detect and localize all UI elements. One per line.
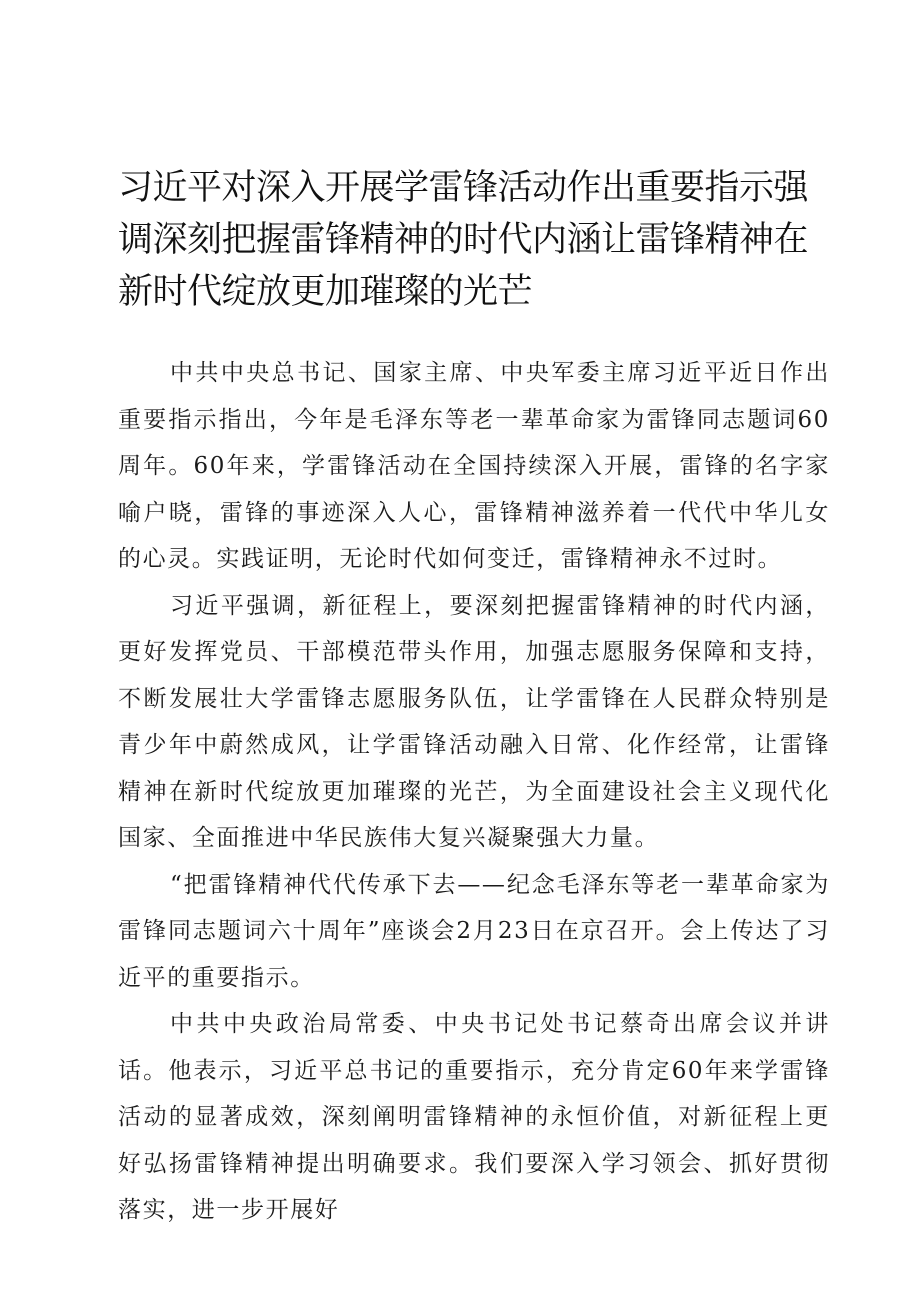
paragraph-4: 中共中央政治局常委、中央书记处书记蔡奇出席会议并讲话。他表示，习近平总书记的重要指示，充分肯定60年来学雷锋活动的显著成效，深刻阐明雷锋精神的永恒价值，对新征程上更好弘扬雷锋精神提出明确要求。我们要深入学习领会、抓好贯彻落实，进一步开展好 xyxy=(118,1011,830,1223)
document-body xyxy=(118,350,830,1234)
paragraph-3: “把雷锋精神代代传承下去——纪念毛泽东等老一辈革命家为雷锋同志题词六十周年”座谈会2月23日在京召开。会上传达了习近平的重要指示。 xyxy=(118,871,830,991)
paragraph-1: 中共中央总书记、国家主席、中央军委主席习近平近日作出重要指示指出，今年是毛泽东等老一辈革命家为雷锋同志题词60周年。60年来，学雷锋活动在全国持续深入开展，雷锋的名字家喻户晓，雷锋的事迹深入人心，雷锋精神滋养着一代代中华儿女的心灵。实践证明，无论时代如何变迁，雷锋精神永不过时。 xyxy=(118,360,830,572)
document-title: 习近平对深入开展学雷锋活动作出重要指示强调深刻把握雷锋精神的时代内涵让雷锋精神在新时代绽放更加璀璨的光芒 xyxy=(118,168,809,312)
paragraph-2: 习近平强调，新征程上，要深刻把握雷锋精神的时代内涵，更好发挥党员、干部模范带头作用，加强志愿服务保障和支持，不断发展壮大学雷锋志愿服务队伍，让学雷锋在人民群众特别是青少年中蔚然成风，让学雷锋活动融入日常、化作经常，让雷锋精神在新时代绽放更加璀璨的光芒，为全面建设社会主义现代化国家、全面推进中华民族伟大复兴凝聚强大力量。 xyxy=(118,592,830,851)
